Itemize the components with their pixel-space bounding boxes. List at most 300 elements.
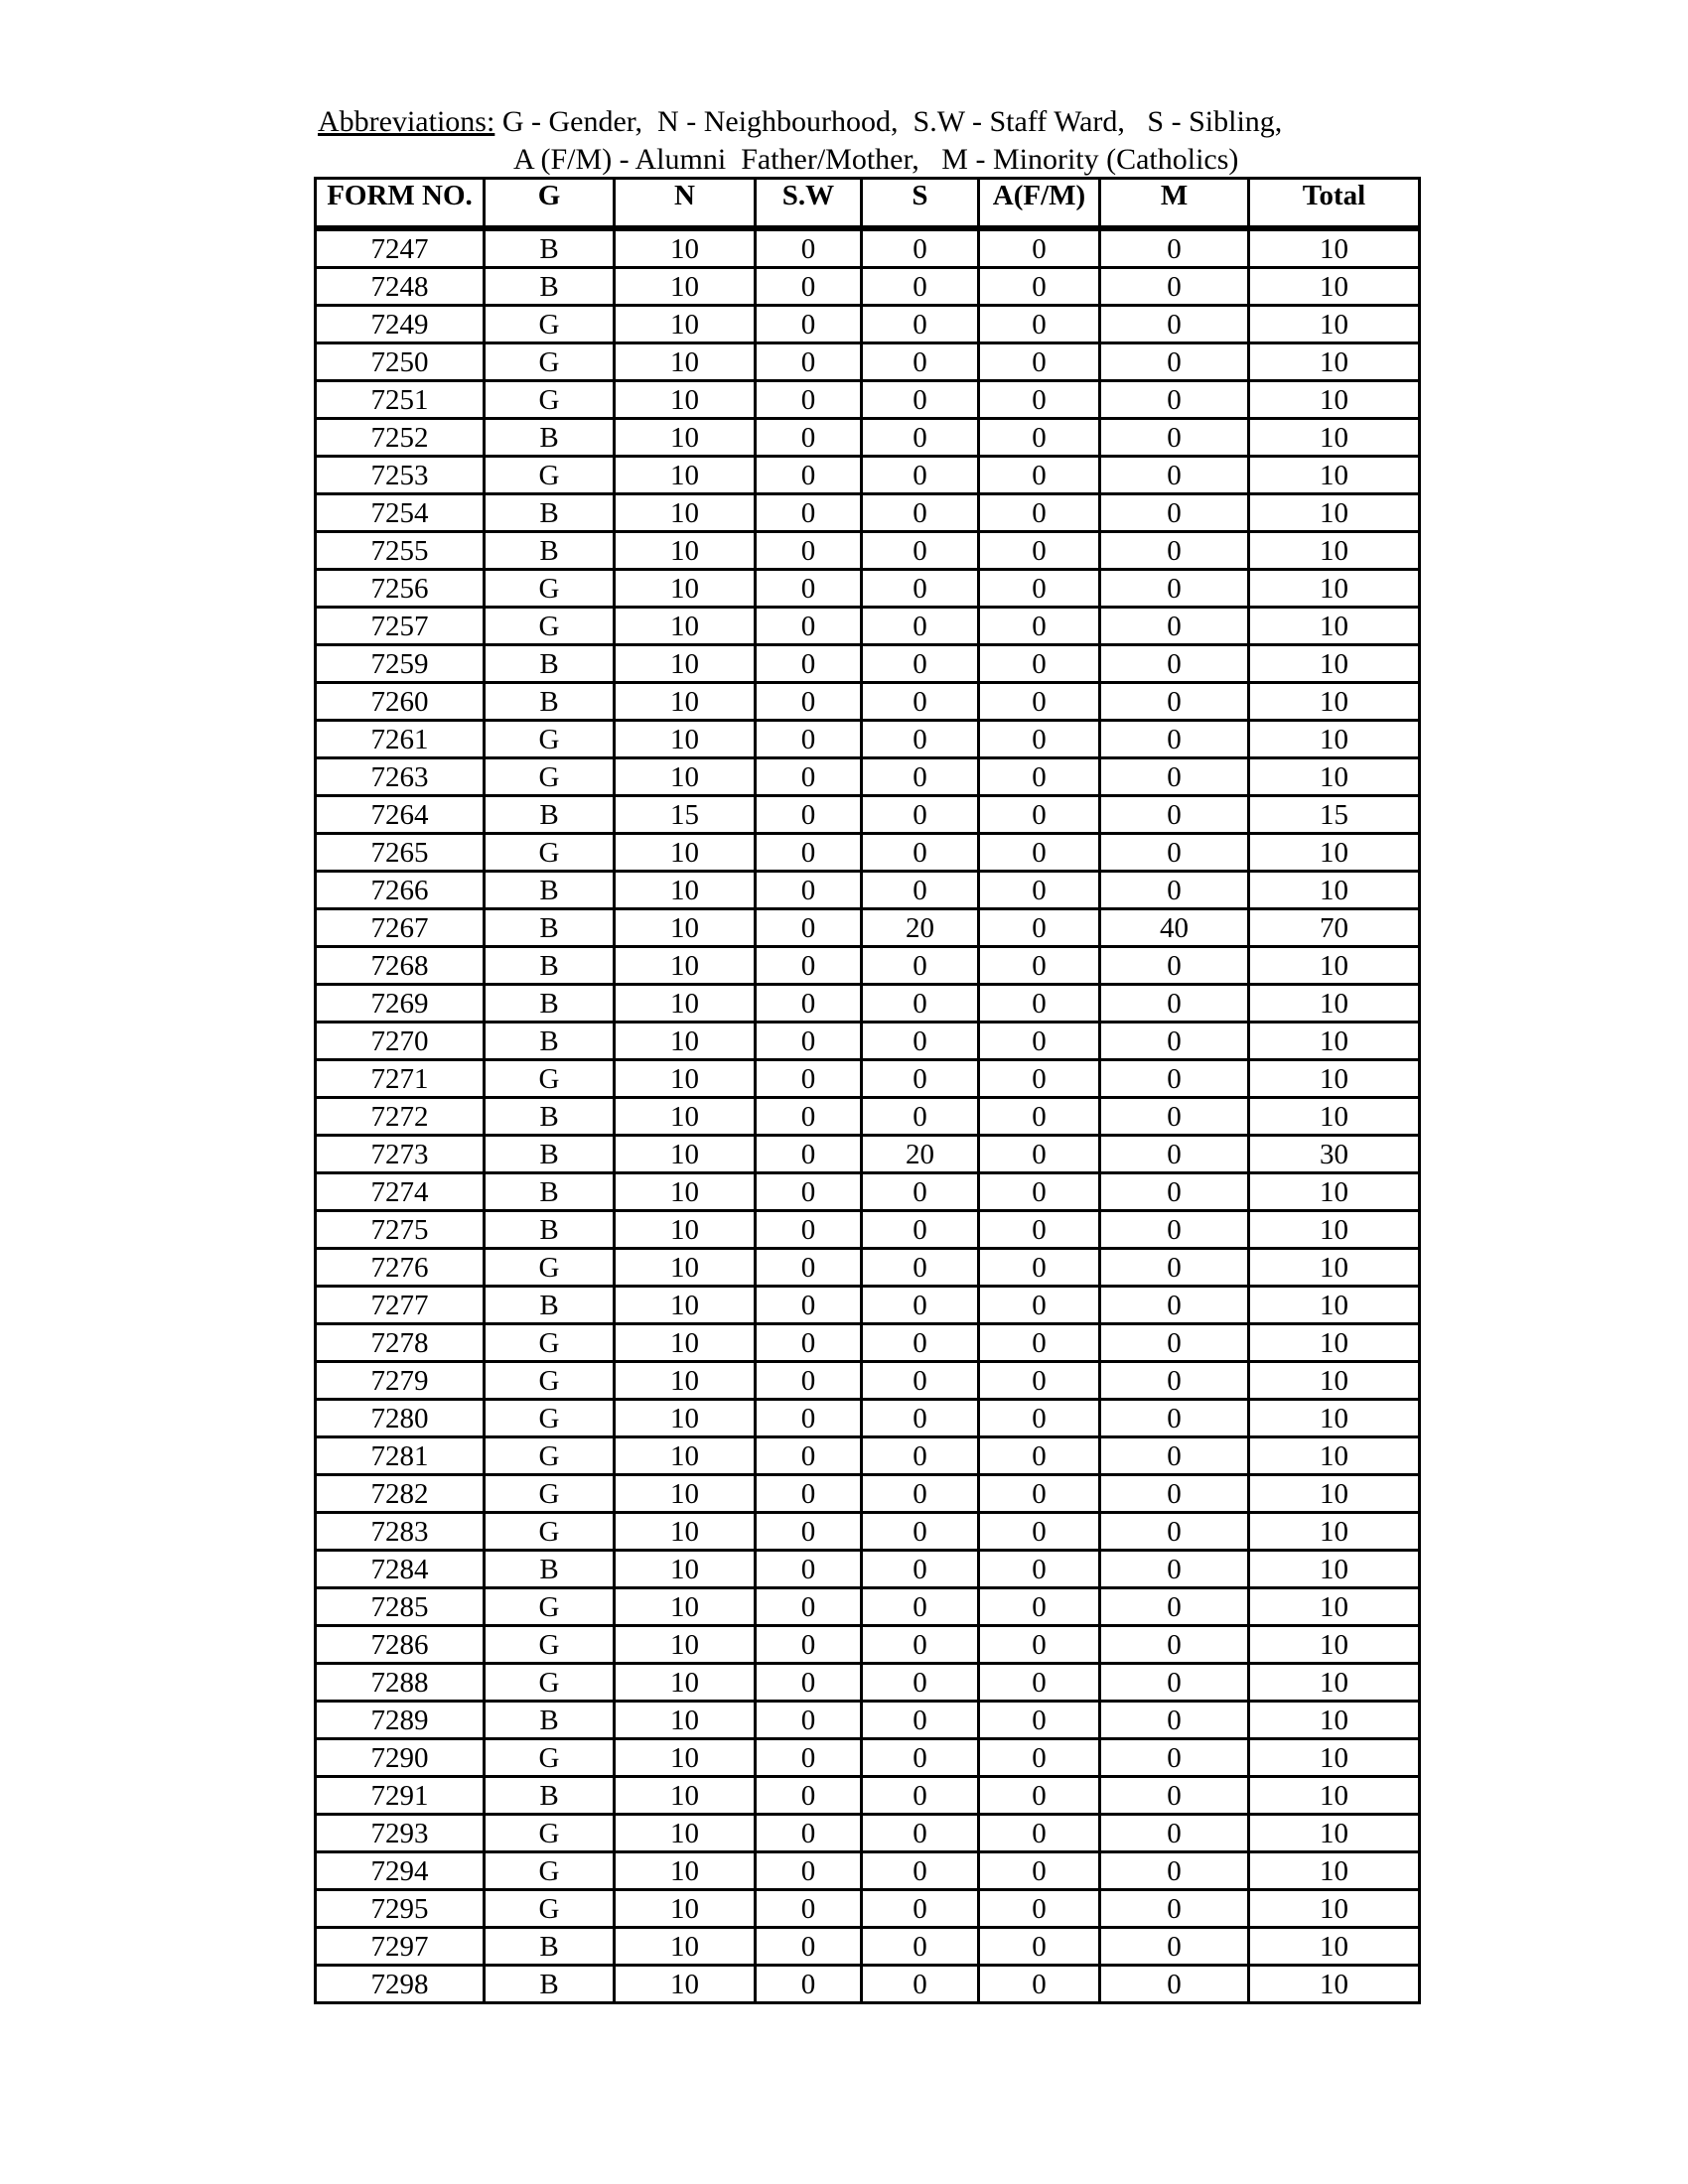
table-row [316, 1136, 1420, 1173]
table-row [316, 1098, 1420, 1136]
cell-alumni: 0 [979, 721, 1100, 758]
cell-neighbourhood: 10 [615, 909, 756, 947]
cell-minority: 0 [1100, 1475, 1249, 1513]
cell-total: 10 [1249, 1249, 1420, 1287]
cell-total: 10 [1249, 494, 1420, 532]
cell-gender: B [485, 1287, 615, 1324]
cell-neighbourhood: 10 [615, 1211, 756, 1249]
cell-neighbourhood: 10 [615, 1777, 756, 1815]
cell-sibling: 0 [862, 834, 979, 872]
cell-alumni: 0 [979, 1437, 1100, 1475]
cell-minority: 0 [1100, 645, 1249, 683]
table-row [316, 1249, 1420, 1287]
cell-neighbourhood: 10 [615, 1249, 756, 1287]
cell-alumni: 0 [979, 1626, 1100, 1664]
cell-alumni: 0 [979, 1400, 1100, 1437]
cell-form-no: 7283 [316, 1513, 485, 1551]
cell-form-no: 7265 [316, 834, 485, 872]
cell-neighbourhood: 15 [615, 796, 756, 834]
cell-staff-ward: 0 [756, 1023, 862, 1060]
cell-total: 10 [1249, 872, 1420, 909]
cell-sibling: 0 [862, 1324, 979, 1362]
cell-sibling: 0 [862, 947, 979, 985]
cell-staff-ward: 0 [756, 1475, 862, 1513]
cell-neighbourhood: 10 [615, 1588, 756, 1626]
header-alumni: A(F/M) [979, 179, 1100, 229]
cell-gender: G [485, 1249, 615, 1287]
cell-minority: 0 [1100, 1890, 1249, 1928]
table-row [316, 985, 1420, 1023]
cell-total: 10 [1249, 1852, 1420, 1890]
cell-neighbourhood: 10 [615, 1852, 756, 1890]
table-row [316, 1060, 1420, 1098]
cell-neighbourhood: 10 [615, 721, 756, 758]
table-row [316, 381, 1420, 419]
cell-form-no: 7285 [316, 1588, 485, 1626]
table-row [316, 1815, 1420, 1852]
table-row [316, 1890, 1420, 1928]
cell-minority: 0 [1100, 1664, 1249, 1702]
cell-total: 10 [1249, 834, 1420, 872]
cell-form-no: 7254 [316, 494, 485, 532]
cell-sibling: 0 [862, 1928, 979, 1966]
cell-form-no: 7288 [316, 1664, 485, 1702]
cell-alumni: 0 [979, 1060, 1100, 1098]
cell-alumni: 0 [979, 1362, 1100, 1400]
cell-alumni: 0 [979, 645, 1100, 683]
cell-neighbourhood: 10 [615, 947, 756, 985]
cell-gender: B [485, 796, 615, 834]
cell-sibling: 0 [862, 457, 979, 494]
cell-form-no: 7256 [316, 570, 485, 608]
abbreviations-legend [318, 103, 1410, 179]
cell-total: 10 [1249, 683, 1420, 721]
cell-staff-ward: 0 [756, 872, 862, 909]
cell-neighbourhood: 10 [615, 343, 756, 381]
cell-alumni: 0 [979, 1928, 1100, 1966]
cell-gender: G [485, 1852, 615, 1890]
cell-gender: G [485, 1437, 615, 1475]
table-row [316, 1626, 1420, 1664]
cell-sibling: 0 [862, 343, 979, 381]
cell-gender: G [485, 1739, 615, 1777]
cell-total: 10 [1249, 306, 1420, 343]
cell-form-no: 7273 [316, 1136, 485, 1173]
header-sibling: S [862, 179, 979, 229]
cell-sibling: 0 [862, 1060, 979, 1098]
cell-minority: 0 [1100, 1551, 1249, 1588]
cell-total: 10 [1249, 228, 1420, 268]
cell-gender: B [485, 268, 615, 306]
cell-staff-ward: 0 [756, 1211, 862, 1249]
table-row [316, 1702, 1420, 1739]
cell-neighbourhood: 10 [615, 1287, 756, 1324]
table-row [316, 1173, 1420, 1211]
cell-sibling: 0 [862, 721, 979, 758]
cell-form-no: 7266 [316, 872, 485, 909]
cell-minority: 0 [1100, 1702, 1249, 1739]
cell-total: 10 [1249, 947, 1420, 985]
cell-total: 10 [1249, 1287, 1420, 1324]
cell-form-no: 7270 [316, 1023, 485, 1060]
cell-sibling: 0 [862, 985, 979, 1023]
cell-minority: 0 [1100, 1815, 1249, 1852]
cell-sibling: 0 [862, 1023, 979, 1060]
cell-neighbourhood: 10 [615, 1513, 756, 1551]
cell-neighbourhood: 10 [615, 645, 756, 683]
cell-alumni: 0 [979, 1211, 1100, 1249]
cell-neighbourhood: 10 [615, 1060, 756, 1098]
cell-sibling: 0 [862, 1664, 979, 1702]
cell-sibling: 0 [862, 1966, 979, 2003]
cell-neighbourhood: 10 [615, 1626, 756, 1664]
cell-sibling: 0 [862, 608, 979, 645]
cell-alumni: 0 [979, 457, 1100, 494]
cell-gender: B [485, 1777, 615, 1815]
cell-minority: 0 [1100, 1588, 1249, 1626]
cell-minority: 0 [1100, 1249, 1249, 1287]
cell-staff-ward: 0 [756, 1173, 862, 1211]
cell-gender: B [485, 645, 615, 683]
table-row [316, 494, 1420, 532]
cell-staff-ward: 0 [756, 1702, 862, 1739]
cell-neighbourhood: 10 [615, 1739, 756, 1777]
cell-alumni: 0 [979, 381, 1100, 419]
cell-staff-ward: 0 [756, 494, 862, 532]
cell-gender: G [485, 1475, 615, 1513]
cell-total: 10 [1249, 1626, 1420, 1664]
cell-staff-ward: 0 [756, 1437, 862, 1475]
cell-minority: 40 [1100, 909, 1249, 947]
cell-minority: 0 [1100, 494, 1249, 532]
table-row [316, 758, 1420, 796]
table-row [316, 1324, 1420, 1362]
cell-form-no: 7294 [316, 1852, 485, 1890]
cell-staff-ward: 0 [756, 1287, 862, 1324]
cell-gender: G [485, 1588, 615, 1626]
cell-sibling: 0 [862, 306, 979, 343]
table-row [316, 1966, 1420, 2003]
cell-gender: G [485, 758, 615, 796]
cell-alumni: 0 [979, 1173, 1100, 1211]
cell-sibling: 0 [862, 1211, 979, 1249]
cell-sibling: 0 [862, 494, 979, 532]
cell-staff-ward: 0 [756, 457, 862, 494]
table-row [316, 268, 1420, 306]
cell-neighbourhood: 10 [615, 1890, 756, 1928]
table-row [316, 1551, 1420, 1588]
cell-total: 30 [1249, 1136, 1420, 1173]
cell-staff-ward: 0 [756, 1588, 862, 1626]
cell-minority: 0 [1100, 532, 1249, 570]
cell-minority: 0 [1100, 306, 1249, 343]
cell-total: 10 [1249, 532, 1420, 570]
cell-sibling: 0 [862, 532, 979, 570]
cell-gender: B [485, 1136, 615, 1173]
cell-alumni: 0 [979, 494, 1100, 532]
table-row [316, 343, 1420, 381]
cell-gender: G [485, 1815, 615, 1852]
cell-alumni: 0 [979, 1324, 1100, 1362]
cell-form-no: 7255 [316, 532, 485, 570]
table-row [316, 1739, 1420, 1777]
cell-sibling: 0 [862, 1702, 979, 1739]
cell-alumni: 0 [979, 1513, 1100, 1551]
cell-gender: G [485, 608, 615, 645]
cell-minority: 0 [1100, 721, 1249, 758]
cell-total: 10 [1249, 758, 1420, 796]
cell-form-no: 7298 [316, 1966, 485, 2003]
table-row [316, 796, 1420, 834]
cell-sibling: 0 [862, 419, 979, 457]
cell-sibling: 0 [862, 1287, 979, 1324]
cell-neighbourhood: 10 [615, 683, 756, 721]
cell-form-no: 7293 [316, 1815, 485, 1852]
cell-staff-ward: 0 [756, 985, 862, 1023]
cell-staff-ward: 0 [756, 645, 862, 683]
cell-alumni: 0 [979, 608, 1100, 645]
cell-total: 10 [1249, 1023, 1420, 1060]
cell-total: 10 [1249, 1400, 1420, 1437]
abbreviations-line-2: A (F/M) - Alumni Father/Mother, M - Minority (Catholics) [513, 143, 1239, 176]
cell-neighbourhood: 10 [615, 834, 756, 872]
table-row [316, 1777, 1420, 1815]
cell-minority: 0 [1100, 834, 1249, 872]
cell-neighbourhood: 10 [615, 1551, 756, 1588]
cell-neighbourhood: 10 [615, 532, 756, 570]
cell-sibling: 0 [862, 381, 979, 419]
cell-gender: G [485, 1664, 615, 1702]
cell-minority: 0 [1100, 1513, 1249, 1551]
cell-minority: 0 [1100, 758, 1249, 796]
cell-minority: 0 [1100, 1098, 1249, 1136]
cell-gender: B [485, 228, 615, 268]
cell-form-no: 7252 [316, 419, 485, 457]
table-row [316, 1475, 1420, 1513]
cell-neighbourhood: 10 [615, 1362, 756, 1400]
cell-minority: 0 [1100, 343, 1249, 381]
cell-total: 10 [1249, 1362, 1420, 1400]
cell-sibling: 0 [862, 1437, 979, 1475]
cell-gender: B [485, 1211, 615, 1249]
cell-form-no: 7278 [316, 1324, 485, 1362]
cell-sibling: 0 [862, 1739, 979, 1777]
table-row [316, 228, 1420, 268]
cell-form-no: 7281 [316, 1437, 485, 1475]
table-row [316, 306, 1420, 343]
cell-gender: G [485, 721, 615, 758]
cell-neighbourhood: 10 [615, 872, 756, 909]
cell-form-no: 7253 [316, 457, 485, 494]
cell-total: 10 [1249, 1098, 1420, 1136]
cell-neighbourhood: 10 [615, 1324, 756, 1362]
cell-alumni: 0 [979, 1739, 1100, 1777]
cell-gender: B [485, 1551, 615, 1588]
cell-sibling: 0 [862, 645, 979, 683]
cell-sibling: 0 [862, 1173, 979, 1211]
cell-staff-ward: 0 [756, 947, 862, 985]
cell-staff-ward: 0 [756, 608, 862, 645]
cell-alumni: 0 [979, 1551, 1100, 1588]
cell-form-no: 7282 [316, 1475, 485, 1513]
cell-sibling: 0 [862, 683, 979, 721]
cell-neighbourhood: 10 [615, 758, 756, 796]
admission-points-table [314, 177, 1421, 2004]
cell-alumni: 0 [979, 1098, 1100, 1136]
cell-staff-ward: 0 [756, 1815, 862, 1852]
cell-total: 10 [1249, 419, 1420, 457]
cell-total: 10 [1249, 1664, 1420, 1702]
cell-staff-ward: 0 [756, 1626, 862, 1664]
cell-neighbourhood: 10 [615, 1400, 756, 1437]
cell-minority: 0 [1100, 1362, 1249, 1400]
cell-staff-ward: 0 [756, 1966, 862, 2003]
cell-gender: B [485, 1928, 615, 1966]
table-row [316, 1852, 1420, 1890]
cell-minority: 0 [1100, 1173, 1249, 1211]
cell-staff-ward: 0 [756, 1098, 862, 1136]
cell-alumni: 0 [979, 1136, 1100, 1173]
cell-minority: 0 [1100, 1777, 1249, 1815]
cell-gender: G [485, 1060, 615, 1098]
cell-total: 10 [1249, 343, 1420, 381]
cell-staff-ward: 0 [756, 570, 862, 608]
cell-alumni: 0 [979, 1475, 1100, 1513]
cell-minority: 0 [1100, 1852, 1249, 1890]
cell-neighbourhood: 10 [615, 1437, 756, 1475]
cell-alumni: 0 [979, 1852, 1100, 1890]
cell-sibling: 0 [862, 1400, 979, 1437]
cell-total: 15 [1249, 796, 1420, 834]
cell-alumni: 0 [979, 343, 1100, 381]
cell-staff-ward: 0 [756, 758, 862, 796]
table-body [316, 228, 1420, 2003]
cell-staff-ward: 0 [756, 343, 862, 381]
cell-total: 10 [1249, 268, 1420, 306]
cell-minority: 0 [1100, 985, 1249, 1023]
header-neighbourhood: N [615, 179, 756, 229]
cell-form-no: 7274 [316, 1173, 485, 1211]
cell-total: 10 [1249, 1060, 1420, 1098]
cell-staff-ward: 0 [756, 1739, 862, 1777]
cell-form-no: 7289 [316, 1702, 485, 1739]
cell-alumni: 0 [979, 1702, 1100, 1739]
cell-form-no: 7279 [316, 1362, 485, 1400]
cell-gender: B [485, 683, 615, 721]
cell-minority: 0 [1100, 268, 1249, 306]
cell-staff-ward: 0 [756, 909, 862, 947]
table-row [316, 947, 1420, 985]
cell-sibling: 0 [862, 1777, 979, 1815]
cell-minority: 0 [1100, 1023, 1249, 1060]
cell-gender: B [485, 909, 615, 947]
table-header-row [316, 179, 1420, 229]
cell-minority: 0 [1100, 1211, 1249, 1249]
cell-total: 10 [1249, 985, 1420, 1023]
table-row [316, 1287, 1420, 1324]
cell-gender: G [485, 1513, 615, 1551]
table-row [316, 1513, 1420, 1551]
cell-total: 10 [1249, 1211, 1420, 1249]
cell-total: 10 [1249, 1966, 1420, 2003]
cell-form-no: 7280 [316, 1400, 485, 1437]
cell-alumni: 0 [979, 228, 1100, 268]
cell-gender: B [485, 419, 615, 457]
cell-minority: 0 [1100, 381, 1249, 419]
cell-form-no: 7263 [316, 758, 485, 796]
cell-sibling: 0 [862, 1249, 979, 1287]
cell-staff-ward: 0 [756, 228, 862, 268]
cell-alumni: 0 [979, 758, 1100, 796]
cell-total: 10 [1249, 1173, 1420, 1211]
cell-neighbourhood: 10 [615, 1966, 756, 2003]
cell-form-no: 7295 [316, 1890, 485, 1928]
cell-sibling: 0 [862, 758, 979, 796]
cell-gender: B [485, 1098, 615, 1136]
cell-neighbourhood: 10 [615, 985, 756, 1023]
cell-sibling: 0 [862, 1815, 979, 1852]
cell-form-no: 7291 [316, 1777, 485, 1815]
cell-staff-ward: 0 [756, 306, 862, 343]
cell-neighbourhood: 10 [615, 419, 756, 457]
cell-minority: 0 [1100, 1739, 1249, 1777]
cell-staff-ward: 0 [756, 1664, 862, 1702]
cell-gender: B [485, 1023, 615, 1060]
cell-form-no: 7264 [316, 796, 485, 834]
cell-staff-ward: 0 [756, 268, 862, 306]
cell-total: 10 [1249, 608, 1420, 645]
cell-alumni: 0 [979, 1966, 1100, 2003]
cell-sibling: 0 [862, 796, 979, 834]
cell-form-no: 7251 [316, 381, 485, 419]
cell-sibling: 0 [862, 1890, 979, 1928]
cell-minority: 0 [1100, 228, 1249, 268]
table-row [316, 532, 1420, 570]
table-row [316, 419, 1420, 457]
cell-neighbourhood: 10 [615, 1815, 756, 1852]
cell-form-no: 7286 [316, 1626, 485, 1664]
cell-staff-ward: 0 [756, 1400, 862, 1437]
cell-total: 10 [1249, 1513, 1420, 1551]
cell-total: 10 [1249, 381, 1420, 419]
cell-staff-ward: 0 [756, 1890, 862, 1928]
cell-sibling: 0 [862, 1626, 979, 1664]
cell-neighbourhood: 10 [615, 1098, 756, 1136]
cell-neighbourhood: 10 [615, 1136, 756, 1173]
header-total: Total [1249, 179, 1420, 229]
cell-staff-ward: 0 [756, 1928, 862, 1966]
cell-staff-ward: 0 [756, 419, 862, 457]
cell-staff-ward: 0 [756, 1777, 862, 1815]
cell-sibling: 0 [862, 1475, 979, 1513]
cell-minority: 0 [1100, 1966, 1249, 2003]
cell-gender: B [485, 494, 615, 532]
cell-minority: 0 [1100, 1324, 1249, 1362]
cell-neighbourhood: 10 [615, 570, 756, 608]
cell-minority: 0 [1100, 1437, 1249, 1475]
cell-sibling: 0 [862, 1551, 979, 1588]
cell-form-no: 7271 [316, 1060, 485, 1098]
table-row [316, 872, 1420, 909]
cell-staff-ward: 0 [756, 1513, 862, 1551]
cell-form-no: 7257 [316, 608, 485, 645]
cell-minority: 0 [1100, 947, 1249, 985]
cell-sibling: 0 [862, 872, 979, 909]
cell-alumni: 0 [979, 1023, 1100, 1060]
cell-neighbourhood: 10 [615, 1664, 756, 1702]
cell-form-no: 7297 [316, 1928, 485, 1966]
cell-minority: 0 [1100, 872, 1249, 909]
